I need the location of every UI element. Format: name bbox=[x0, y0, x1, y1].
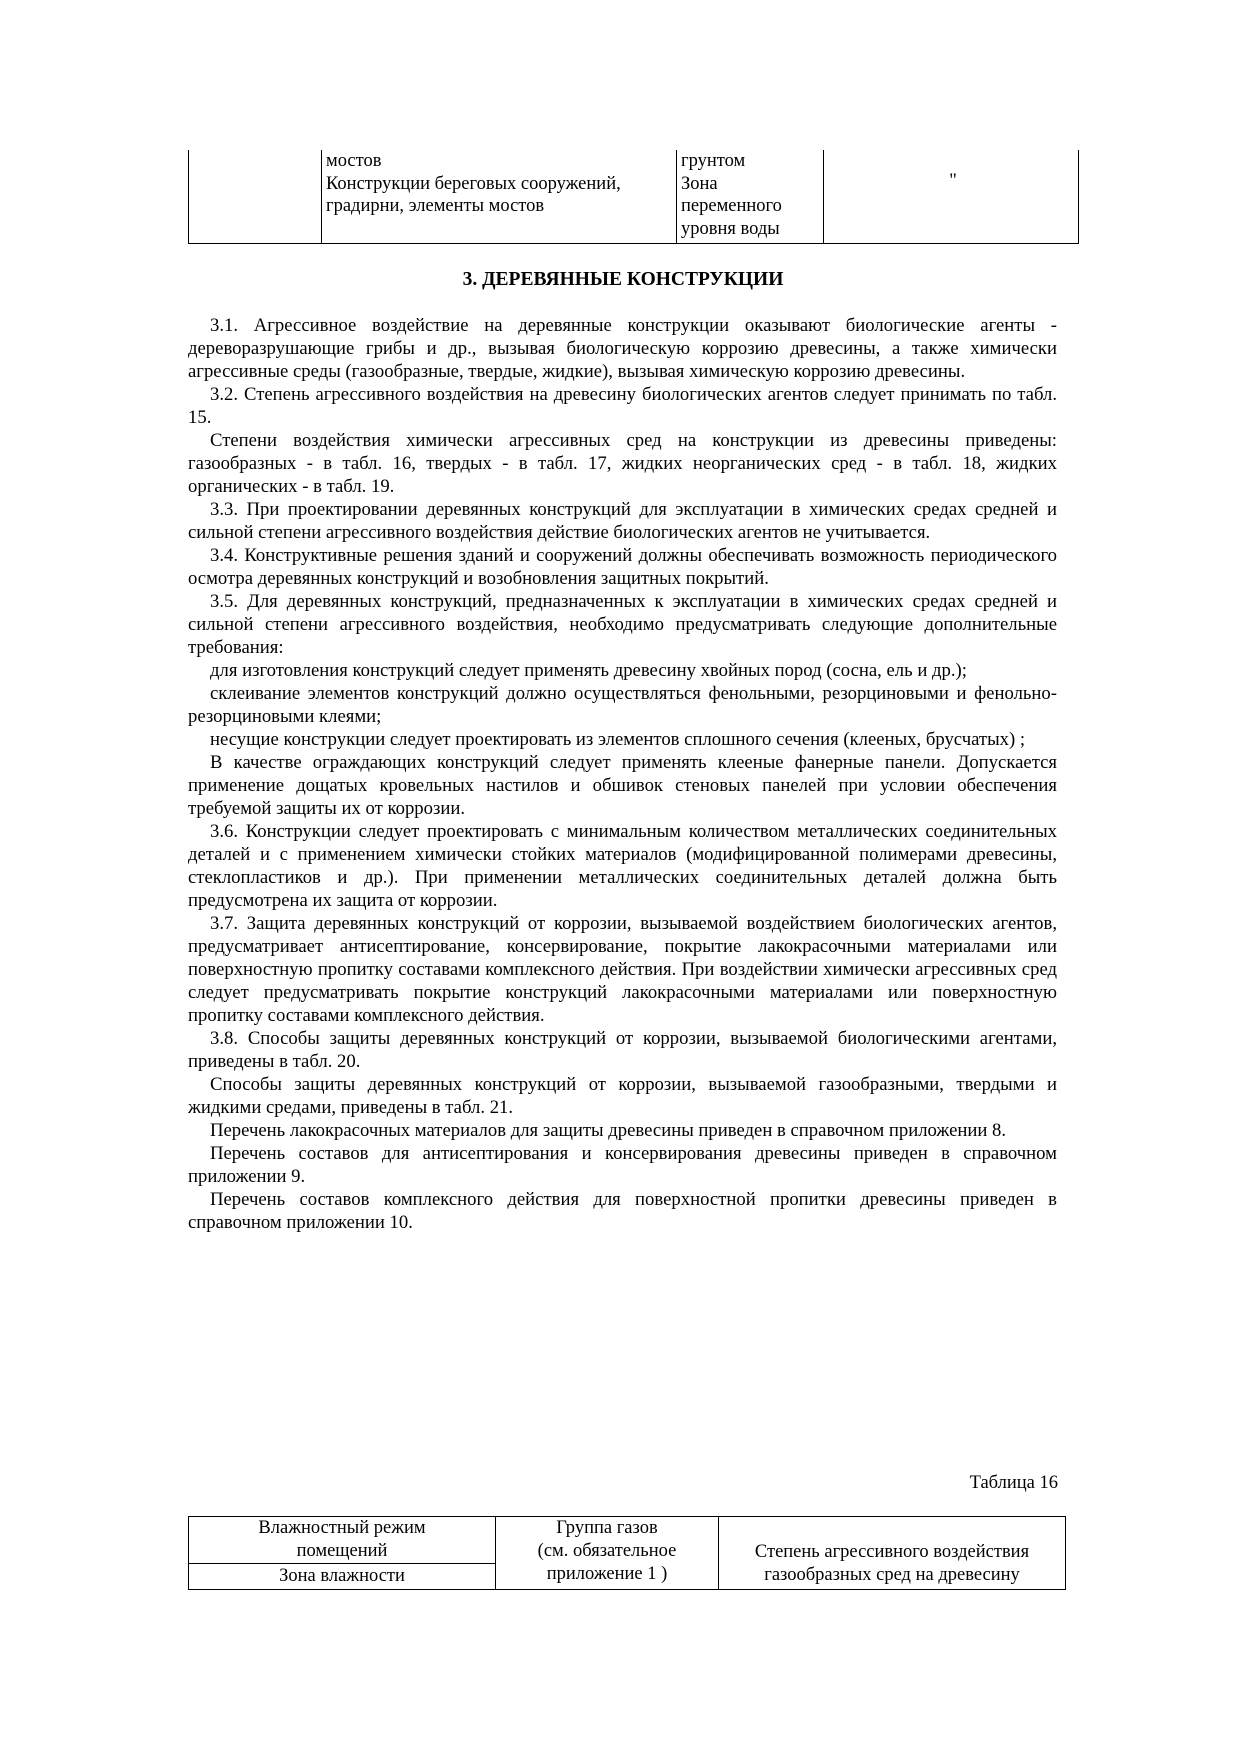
paragraph: 3.8. Способы защиты деревянных конструкций от коррозии, вызываемой биологическими агентами, приведены в табл. 20. bbox=[188, 1028, 1057, 1072]
header-gas-group bbox=[496, 1517, 719, 1590]
table-label: Таблица 16 bbox=[969, 1473, 1058, 1493]
paragraph: 3.7. Защита деревянных конструкций от коррозии, вызываемой воздействием биологических агентов, предусматривает антисептирование, консервирование, покрытие лакокрасочными материалами или поверхностную пропитку составами комплексного действия. При воздействии химически агрессивных сред следует предусматривать покрытие конструкций лакокрасочными материалами или поверхностную пропитку составами комплексного действия. bbox=[188, 913, 1057, 1026]
paragraph: Перечень лакокрасочных материалов для защиты древесины приведен в справочном приложении 8. bbox=[210, 1120, 1007, 1141]
table-cell-structures bbox=[322, 150, 677, 244]
cell-line: помещений bbox=[296, 1541, 388, 1561]
cell-line: мостов bbox=[326, 151, 382, 171]
table-row bbox=[189, 1517, 1066, 1564]
paragraph: 3.4. Конструктивные решения зданий и сооружений должны обеспечивать возможность периодического осмотра деревянных конструкций и возобновления защитных покрытий. bbox=[188, 545, 1057, 589]
table-16-header bbox=[188, 1516, 1066, 1590]
cell-line: Конструкции береговых сооружений, bbox=[326, 173, 621, 194]
cell-line: приложение 1 ) bbox=[546, 1564, 668, 1584]
table-cell-empty bbox=[189, 150, 322, 244]
section-body bbox=[188, 314, 1057, 1234]
cell-line: Зона bbox=[681, 173, 718, 194]
paragraph: 3.1. Агрессивное воздействие на деревянные конструкции оказывают биологические агенты - дереворазрушающие грибы и др., вызывая биологическую коррозию древесины, а также химически агрессивные среды (газообразные, твердые, жидкие), вызывая химическую коррозию древесины. bbox=[188, 315, 1057, 382]
paragraph: 3.6. Конструкции следует проектировать с минимальным количеством металлических соединительных деталей и с применением химически стойких материалов (модифицированной полимерами древесины, стеклопластиков и др.). При применении металлических соединительных деталей должна быть предусмотрена их защита от коррозии. bbox=[188, 821, 1057, 911]
continued-table bbox=[188, 150, 1079, 244]
paragraph: 3.5. Для деревянных конструкций, предназначенных к эксплуатации в химических средах средней и сильной степени агрессивного воздействия, необходимо предусматривать следующие дополнительные требования: bbox=[188, 591, 1057, 658]
paragraph: Перечень составов комплексного действия для поверхностной пропитки древесины приведен в справочном приложении 10. bbox=[188, 1189, 1057, 1233]
cell-line: (см. обязательное bbox=[537, 1541, 677, 1561]
paragraph: 3.2. Степень агрессивного воздействия на древесину биологических агентов следует принимать по табл. 15. bbox=[188, 384, 1057, 428]
cell-line: Группа газов bbox=[556, 1518, 658, 1538]
table-cell-ditto-mark: " bbox=[824, 150, 1079, 244]
paragraph: для изготовления конструкций следует применять древесину хвойных пород (сосна, ель и др.); bbox=[210, 660, 967, 681]
paragraph: В качестве ограждающих конструкций следует применять клееные фанерные панели. Допускается применение дощатых кровельных настилов и обшивок стеновых панелей при условии обеспечения требуемой защиты их от коррозии. bbox=[188, 752, 1057, 819]
cell-line: грунтом bbox=[681, 151, 746, 171]
cell-line: уровня воды bbox=[681, 218, 780, 239]
cell-line: Влажностный режим bbox=[258, 1518, 426, 1538]
paragraph: 3.3. При проектировании деревянных конструкций для эксплуатации в химических средах средней и сильной степени агрессивного воздействия действие биологических агентов не учитывается. bbox=[188, 499, 1057, 543]
header-aggressiveness-degree bbox=[719, 1517, 1066, 1590]
table-cell-zone bbox=[677, 150, 824, 244]
paragraph: Степени воздействия химически агрессивных сред на конструкции из древесины приведены: газообразных - в табл. 16, твердых - в табл. 17, жидких неорганических сред - в табл. 18, жидких органических - в табл. 19. bbox=[188, 430, 1057, 497]
cell-line: переменного bbox=[681, 196, 782, 216]
paragraph: Перечень составов для антисептирования и консервирования древесины приведен в справочном приложении 9. bbox=[188, 1143, 1057, 1187]
header-humidity-zone: Зона влажности bbox=[189, 1564, 496, 1590]
cell-line: газообразных сред на древесину bbox=[764, 1565, 1020, 1585]
paragraph: Способы защиты деревянных конструкций от коррозии, вызываемой газообразными, твердыми и жидкими средами, приведены в табл. 21. bbox=[188, 1074, 1057, 1118]
paragraph: несущие конструкции следует проектировать из элементов сплошного сечения (клееных, брусчатых) ; bbox=[210, 729, 1026, 750]
cell-line: градирни, элементы мостов bbox=[326, 196, 545, 216]
header-humidity-regime bbox=[189, 1517, 496, 1564]
paragraph: склеивание элементов конструкций должно осуществляться фенольными, резорциновыми и фенольно-резорциновыми клеями; bbox=[188, 683, 1057, 727]
section-title: 3. ДЕРЕВЯННЫЕ КОНСТРУКЦИИ bbox=[462, 269, 784, 290]
table-row bbox=[189, 150, 1079, 244]
cell-line: Степень агрессивного воздействия bbox=[754, 1542, 1030, 1562]
